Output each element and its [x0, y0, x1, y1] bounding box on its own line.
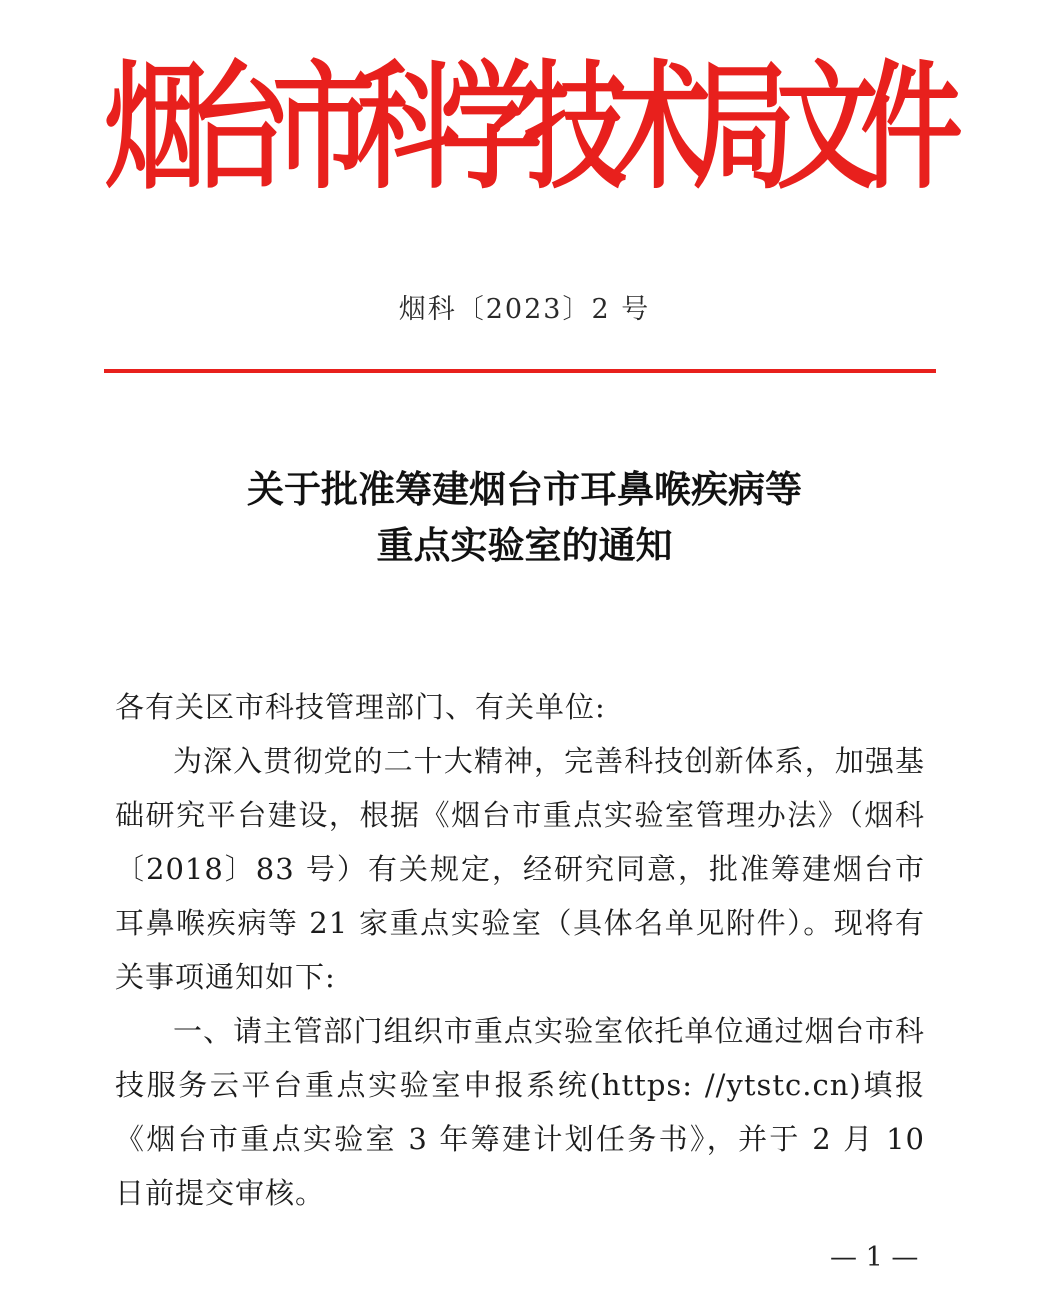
- document-number: 烟科〔2023〕2 号: [398, 294, 651, 325]
- paragraph-item-1: 一、请主管部门组织市重点实验室依托单位通过烟台市科技服务云平台重点实验室申报系统(https: //ytstc.cn)填报《烟台市重点实验室 3 年筹建计划任务书》，并于 2 月 10 日前提交审核。: [115, 1014, 925, 1210]
- paragraph-intro: 为深入贯彻党的二十大精神，完善科技创新体系，加强基础研究平台建设，根据《烟台市重点实验室管理办法》（烟科〔2018〕83 号）有关规定，经研究同意，批准筹建烟台市耳鼻喉疾病等 21 家重点实验室（具体名单见附件）。现将有关事项通知如下:: [115, 744, 925, 994]
- red-divider-line: [104, 369, 936, 373]
- masthead-title: 烟台市科学技术局文件: [104, 48, 945, 209]
- notice-body: [115, 680, 925, 1220]
- salutation: 各有关区市科技管理部门、有关单位:: [115, 690, 606, 724]
- page-number: — 1 —: [830, 1242, 919, 1273]
- notice-title-line-2: 重点实验室的通知: [376, 524, 673, 567]
- notice-title: [0, 462, 1049, 574]
- notice-title-line-1: 关于批准筹建烟台市耳鼻喉疾病等: [247, 468, 802, 511]
